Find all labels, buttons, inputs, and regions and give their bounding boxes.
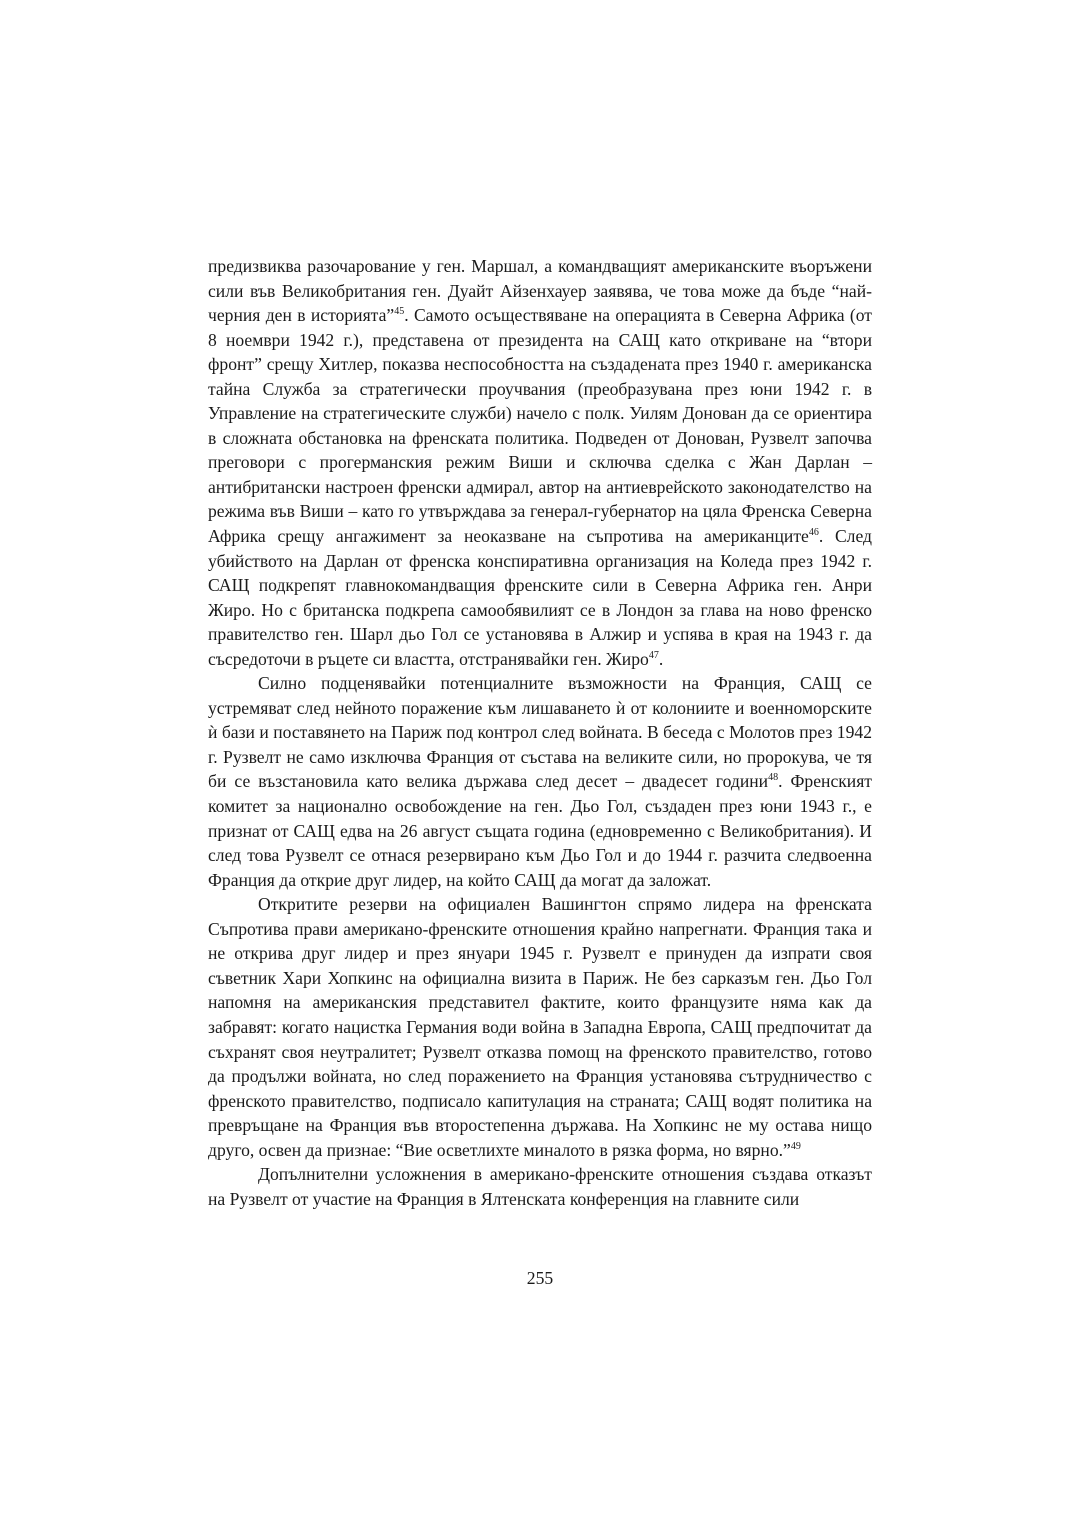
text-segment: Допълнителни усложнения в американо-френските отношения създава отказът на Рузвелт от участие на Франция в Ялтенската конференция на главните сили [208, 1164, 872, 1209]
text-segment: . След убийството на Дарлан от френска конспиративна организация на Коледа през 1942 г. САЩ подкрепят главнокомандващия френските сили в Северна Африка ген. Анри Жиро. Но с британска подкрепа самообявилият се в Лондон за глава на ново френско правителство ген. Шарл дьо Гол се установява в Алжир и успява в края на 1943 г. да съсредоточи в ръцете си властта, отстранявайки ген. Жиро [208, 526, 872, 669]
text-segment: . Френският комитет за национално освобождение на ген. Дьо Гол, създаден през юни 1943 г., е признат от САЩ едва на 26 август същата година (едновременно с Великобритания). И след това Рузвелт се отнася резервирано към Дьо Гол и до 1944 г. разчита следвоенна Франция да открие друг лидер, на който САЩ да могат да заложат. [208, 771, 872, 890]
page-number: 255 [526, 1268, 554, 1288]
paragraph-2 [208, 671, 872, 892]
footnote-ref-48[interactable]: 48 [768, 772, 779, 784]
page-body [208, 254, 872, 1211]
paragraph-3 [208, 892, 872, 1162]
text-segment: . Самото осъществяване на операцията в Северна Африка (от 8 ноември 1942 г.), представена от президента на САЩ като откриване на “втори фронт” срещу Хитлер, показва неспособността на създадената през 1940 г. американска тайна Служба за стратегически проучвания (преобразувана през юни 1942 г. в Управление на стратегическите служби) начело с полк. Уилям Донован да се ориентира в сложната обстановка на френската политика. Подведен от Донован, Рузвелт започва преговори с прогерманския режим Виши и сключва сделка с Жан Дарлан – антибритански настроен френски адмирал, автор на антиеврейското законодателство на режима във Виши – като го утвърждава за генерал-губернатор на цяла Френска Северна Африка срещу ангажимент за неоказване на съпротива на американците [208, 305, 872, 547]
footnote-ref-49[interactable]: 49 [790, 1140, 801, 1152]
text-segment: Силно подценявайки потенциалните възможности на Франция, САЩ се устремяват след нейното поражение към лишаването ѝ от колониите и военноморските ѝ бази и поставянето на Париж под контрол след войната. В беседа с Молотов през 1942 г. Рузвелт не само изключва Франция от състава на великите сили, но пророкува, че тя би се възстановила като велика държава след десет – двадесет години [208, 673, 872, 792]
paragraph-1 [208, 254, 872, 671]
paragraph-4 [208, 1162, 872, 1211]
footnote-ref-46[interactable]: 46 [808, 527, 819, 539]
text-segment: Откритите резерви на официален Вашингтон спрямо лидера на френската Съпротива прави американо-френските отношения крайно напрегнати. Франция така и не открива друг лидер и през януари 1945 г. Рузвелт е принуден да изпрати своя съветник Хари Хопкинс на официална визита в Париж. Не без сарказъм ген. Дьо Гол напомня на американския представител фактите, които французите няма как да забравят: когато нацистка Германия води война в Западна Европа, САЩ предпочитат да съхранят своя неутралитет; Рузвелт отказва помощ на френското правителство, готово да продължи войната, но след поражението на Франция установява сътрудничество с френското правителство, подписало капитулация на страната; САЩ водят политика на превръщане на Франция във второстепенна държава. На Хопкинс не му остава нищо друго, освен да признае: “Вие осветлихте миналото в рязка форма, но вярно.” [208, 894, 872, 1160]
text-segment: . [658, 648, 664, 669]
footnote-ref-47[interactable]: 47 [648, 649, 659, 661]
footnote-ref-45[interactable]: 45 [394, 306, 405, 318]
text-segment: предизвиква разочарование у ген. Маршал, а командващият американските въоръжени сили във Великобритания ген. Дуайт Айзенхауер заявява, че това може да бъде “най-черния ден в историята” [208, 256, 872, 326]
